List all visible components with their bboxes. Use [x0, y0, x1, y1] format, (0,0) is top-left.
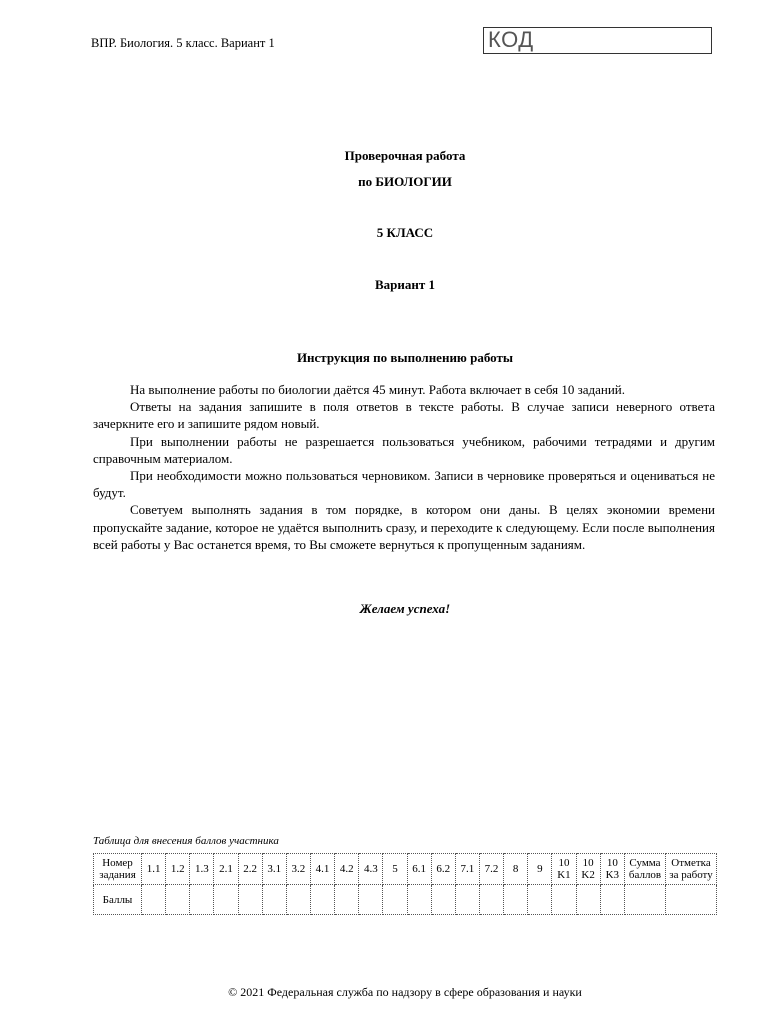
task-number-cell: 3.1 [262, 854, 286, 885]
variant-title: Вариант 1 [374, 277, 436, 292]
task-number-cell: 2.2 [238, 854, 262, 885]
mark-cell[interactable] [666, 885, 717, 915]
points-cell[interactable] [286, 885, 310, 915]
task-number-cell: 4.2 [335, 854, 359, 885]
task-number-cell: 6.1 [407, 854, 431, 885]
instructions-body [93, 381, 715, 553]
task-number-cell: 1.2 [166, 854, 190, 885]
task-number-cell: 2.1 [214, 854, 238, 885]
instruction-paragraph: При выполнении работы не разрешается пользоваться учебником, рабочими тетрадями и другим справочным материалом. [93, 433, 715, 466]
instruction-paragraph: Ответы на задания запишите в поля ответов в тексте работы. В случае записи неверного ответа зачеркните его и запишите рядом новый. [93, 399, 715, 432]
task-number-cell: 4.1 [310, 854, 334, 885]
task-number-cell: 10 K3 [600, 854, 624, 885]
points-cell[interactable] [455, 885, 479, 915]
sum-points-cell[interactable] [625, 885, 666, 915]
points-cell[interactable] [359, 885, 383, 915]
wish-text: Желаем успеха! [359, 601, 451, 616]
task-number-cell: 7.1 [455, 854, 479, 885]
task-number-cell: 5 [383, 854, 407, 885]
points-cell[interactable] [214, 885, 238, 915]
points-cell[interactable] [479, 885, 503, 915]
title-line-1: Проверочная работа [344, 148, 466, 163]
score-table-caption: Таблица для внесения баллов участника [93, 835, 279, 847]
task-number-cell: 8 [504, 854, 528, 885]
task-number-row [94, 854, 717, 885]
points-cell[interactable] [142, 885, 166, 915]
task-number-cell: 9 [528, 854, 552, 885]
task-number-cell: 10 K1 [552, 854, 576, 885]
points-cell[interactable] [504, 885, 528, 915]
points-cell[interactable] [310, 885, 334, 915]
task-number-label: Номер задания [94, 854, 142, 885]
grade-title: 5 КЛАСС [376, 225, 434, 240]
instruction-paragraph: Советуем выполнять задания в том порядке, в котором они даны. В целях экономии времени пропускайте задание, которое не удаётся выполнить сразу, и переходите к следующему. Если после выполнения всей работы у Вас останется время, то Вы сможете вернуться к пропущенным заданиям. [93, 502, 715, 552]
points-cell[interactable] [335, 885, 359, 915]
points-cell[interactable] [407, 885, 431, 915]
sum-points-label: Сумма баллов [625, 854, 666, 885]
mark-label: Отметка за работу [666, 854, 717, 885]
code-field[interactable] [483, 27, 712, 54]
instruction-paragraph: При необходимости можно пользоваться черновиком. Записи в черновике проверяться и оцениваться не будут. [93, 468, 715, 501]
title-line-2: по БИОЛОГИИ [358, 174, 452, 189]
points-cell[interactable] [262, 885, 286, 915]
instruction-paragraph: На выполнение работы по биологии даётся 45 минут. Работа включает в себя 10 заданий. [130, 382, 626, 397]
task-number-cell: 3.2 [286, 854, 310, 885]
points-label: Баллы [94, 885, 142, 915]
task-number-cell: 1.3 [190, 854, 214, 885]
points-cell[interactable] [238, 885, 262, 915]
points-row [94, 885, 717, 915]
footer-copyright: © 2021 Федеральная служба по надзору в сфере образования и науки [228, 985, 582, 999]
points-cell[interactable] [528, 885, 552, 915]
task-number-cell: 10 K2 [576, 854, 600, 885]
points-cell[interactable] [166, 885, 190, 915]
points-cell[interactable] [576, 885, 600, 915]
points-cell[interactable] [190, 885, 214, 915]
points-cell[interactable] [383, 885, 407, 915]
points-cell[interactable] [431, 885, 455, 915]
task-number-cell: 4.3 [359, 854, 383, 885]
points-cell[interactable] [600, 885, 624, 915]
score-table [93, 853, 717, 915]
points-cell[interactable] [552, 885, 576, 915]
task-number-cell: 6.2 [431, 854, 455, 885]
task-number-cell: 7.2 [479, 854, 503, 885]
instructions-heading: Инструкция по выполнению работы [296, 350, 514, 365]
task-number-cell: 1.1 [142, 854, 166, 885]
header-subject-line: ВПР. Биология. 5 класс. Вариант 1 [91, 36, 275, 50]
code-label: КОД [488, 27, 534, 52]
